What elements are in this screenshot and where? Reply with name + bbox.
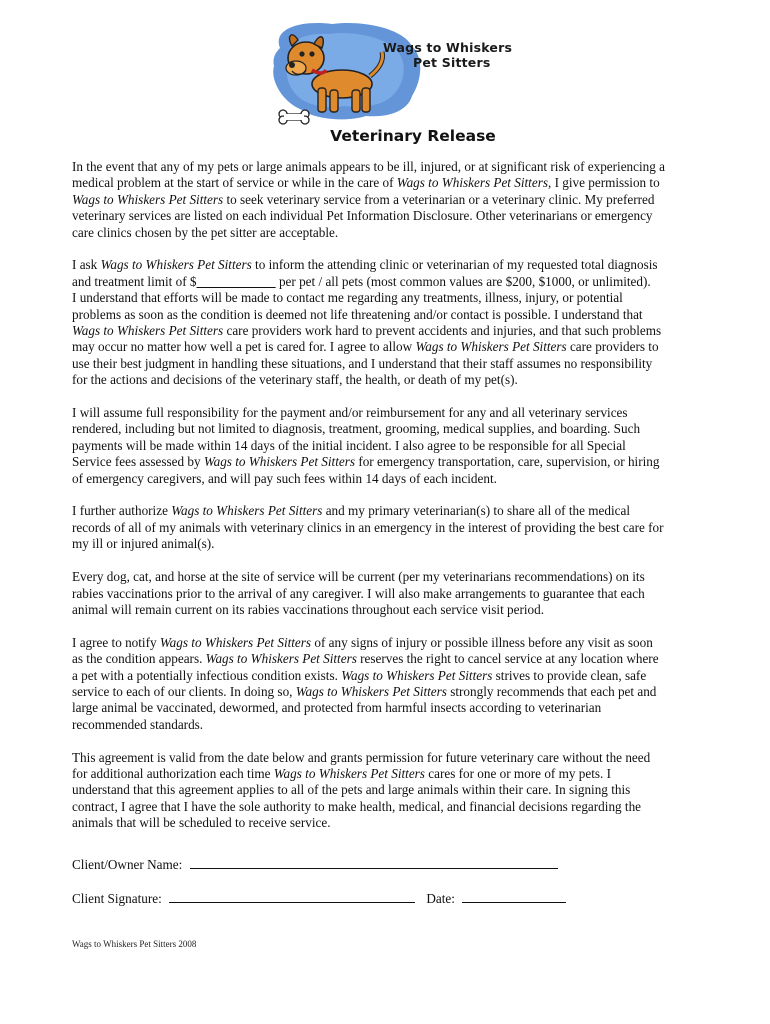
company-name-italic: Wags to Whiskers Pet Sitters [273,765,425,781]
date-label: Date: [426,891,455,906]
text-line: I will assume full responsibility for the payment and/or reimbursement for any and all veterinary services [72,405,628,421]
company-name-italic: Wags to Whiskers Pet Sitters [171,503,323,519]
text-line: Wags to Whiskers Pet Sitters care providers work hard to prevent accidents and injuries, and that such problems [72,323,662,339]
dog-illustration [262,18,512,136]
brand-line-2: Pet Sitters [413,55,491,70]
company-name-italic: Wags to Whiskers Pet Sitters [396,175,548,191]
company-name-italic: Wags to Whiskers Pet Sitters [72,191,224,207]
text-line: animal will remain current on its rabies vaccinations throughout each service visit period. [72,601,545,617]
text-line: rendered, including but not limited to diagnosis, treatment, grooming, medical supplies, and boarding. Such [72,421,641,437]
text-line: This agreement is valid from the date below and grants permission for future veterinary care without the need [72,749,651,765]
text-line: records of all of my animals with veterinary clinics in an emergency in the interest of providing the best care for [72,519,664,535]
owner-name-label: Client/Owner Name: [72,857,183,872]
text-line: of emergency caregivers, and will pay such fees within 14 days of each incident. [72,470,497,486]
text-line: Wags to Whiskers Pet Sitters to seek veterinary service from a veterinarian or a veterinary clinic. My preferred [72,191,655,207]
text-line: problems as soon as the condition is deemed not life threatening and/or contact is possible. I understand that [72,306,643,322]
company-name-italic: Wags to Whiskers Pet Sitters [159,634,312,650]
text-line: service to each of our clients. In doing so, Wags to Whiskers Pet Sitters strongly recommends that each pet and [72,683,657,699]
text-line: medical problem at the start of service or while in the care of Wags to Whiskers Pet Sitters, I give permission to [72,175,660,191]
text-line: contract, I agree that I have the sole authority to make health, medical, and financial decisions regarding the [72,798,642,814]
text-line: I further authorize Wags to Whiskers Pet Sitters and my primary veterinarian(s) to share all of the medical [72,503,630,519]
treatment-limit-field[interactable] [197,274,276,289]
text-line: payments will be made within 14 days of the initial incident. I also agree to be responsible for all Special [72,437,626,453]
text-line: as the condition appears. Wags to Whiskers Pet Sitters reserves the right to cancel service at any location where [72,651,659,667]
text-line: understand that this agreement applies to all of the pets and large animals within their care. In signing this [72,782,631,798]
agreement-body [72,159,712,832]
company-name-italic: Wags to Whiskers Pet Sitters [203,454,356,470]
paragraph-gap [72,389,712,405]
signature-field[interactable] [169,890,415,903]
company-name-italic: Wags to Whiskers Pet Sitters [205,651,357,667]
company-name-italic: Wags to Whiskers Pet Sitters [72,323,224,339]
paragraph-gap [72,733,712,749]
signature-row [72,890,566,907]
text-line: In the event that any of my pets or large animals appears to be ill, injured, or at significant risk of experiencing a [72,159,666,174]
footer-text: Wags to Whiskers Pet Sitters 2008 [72,939,197,949]
company-logo [262,18,512,136]
brand-line-1: Wags to Whiskers [383,40,513,55]
paragraph-gap [72,241,712,257]
text-line: animals that will be scheduled to receive service. [72,815,331,831]
paragraph-gap [72,553,712,569]
text-line: for the actions and decisions of the veterinary staff, the health, or death of my pet(s). [72,372,518,388]
text-line: recommended standards. [72,716,204,732]
text-line: Service fees assessed by Wags to Whiskers Pet Sitters for emergency transportation, care, supervision, or hiring [72,454,660,470]
text-line: care clinics chosen by the pet sitter are acceptable. [72,224,339,240]
text-line: may occur no matter how well a pet is cared for. I agree to allow Wags to Whiskers Pet Sitters care providers to [72,339,659,355]
company-name-italic: Wags to Whiskers Pet Sitters [415,339,567,355]
bone-icon [279,110,309,124]
text-line: and treatment limit of $ per pet / all pets (most common values are $200, $1000, or unlimited). [72,273,651,289]
page-title: Veterinary Release [330,127,496,145]
text-line: for additional authorization each time Wags to Whiskers Pet Sitters cares for one or more of my pets. I [72,765,611,781]
paragraph-gap [72,618,712,634]
text-line: veterinary services are listed on each individual Pet Information Disclosure. Other veterinarians or emergency [72,208,653,224]
text-line: Every dog, cat, and horse at the site of service will be current (per my veterinarians recommendations) on its [72,569,645,585]
brand-name [383,40,512,70]
owner-name-field[interactable] [190,856,558,869]
text-line: I ask Wags to Whiskers Pet Sitters to inform the attending clinic or veterinarian of my requested total diagnosis [72,257,658,273]
company-name-italic: Wags to Whiskers Pet Sitters [341,667,493,683]
text-line: I understand that efforts will be made to contact me regarding any treatments, illness, injury, or potential [72,290,623,306]
owner-name-row [72,856,558,873]
text-line: use their best judgment in handling these situations, and I understand that their staff assumes no responsibility [72,355,653,371]
text-line: I agree to notify Wags to Whiskers Pet Sitters of any signs of injury or possible illness before any visit as soon [72,634,653,650]
signature-label: Client Signature: [72,891,162,906]
date-field[interactable] [462,890,566,903]
text-line: rabies vaccinations prior to the arrival of any caregiver. I will also make arrangements to guarantee that each [72,585,645,601]
text-line: my ill or injured animal(s). [72,536,215,552]
paragraph-gap [72,487,712,503]
text-line: large animal be vaccinated, dewormed, and protected from harmful insects according to veterinarian [72,700,602,716]
company-name-italic: Wags to Whiskers Pet Sitters [295,683,447,699]
company-name-italic: Wags to Whiskers Pet Sitters [100,257,252,273]
text-line: a pet with a potentially infectious condition exists. Wags to Whiskers Pet Sitters strives to provide clean, safe [72,667,647,683]
